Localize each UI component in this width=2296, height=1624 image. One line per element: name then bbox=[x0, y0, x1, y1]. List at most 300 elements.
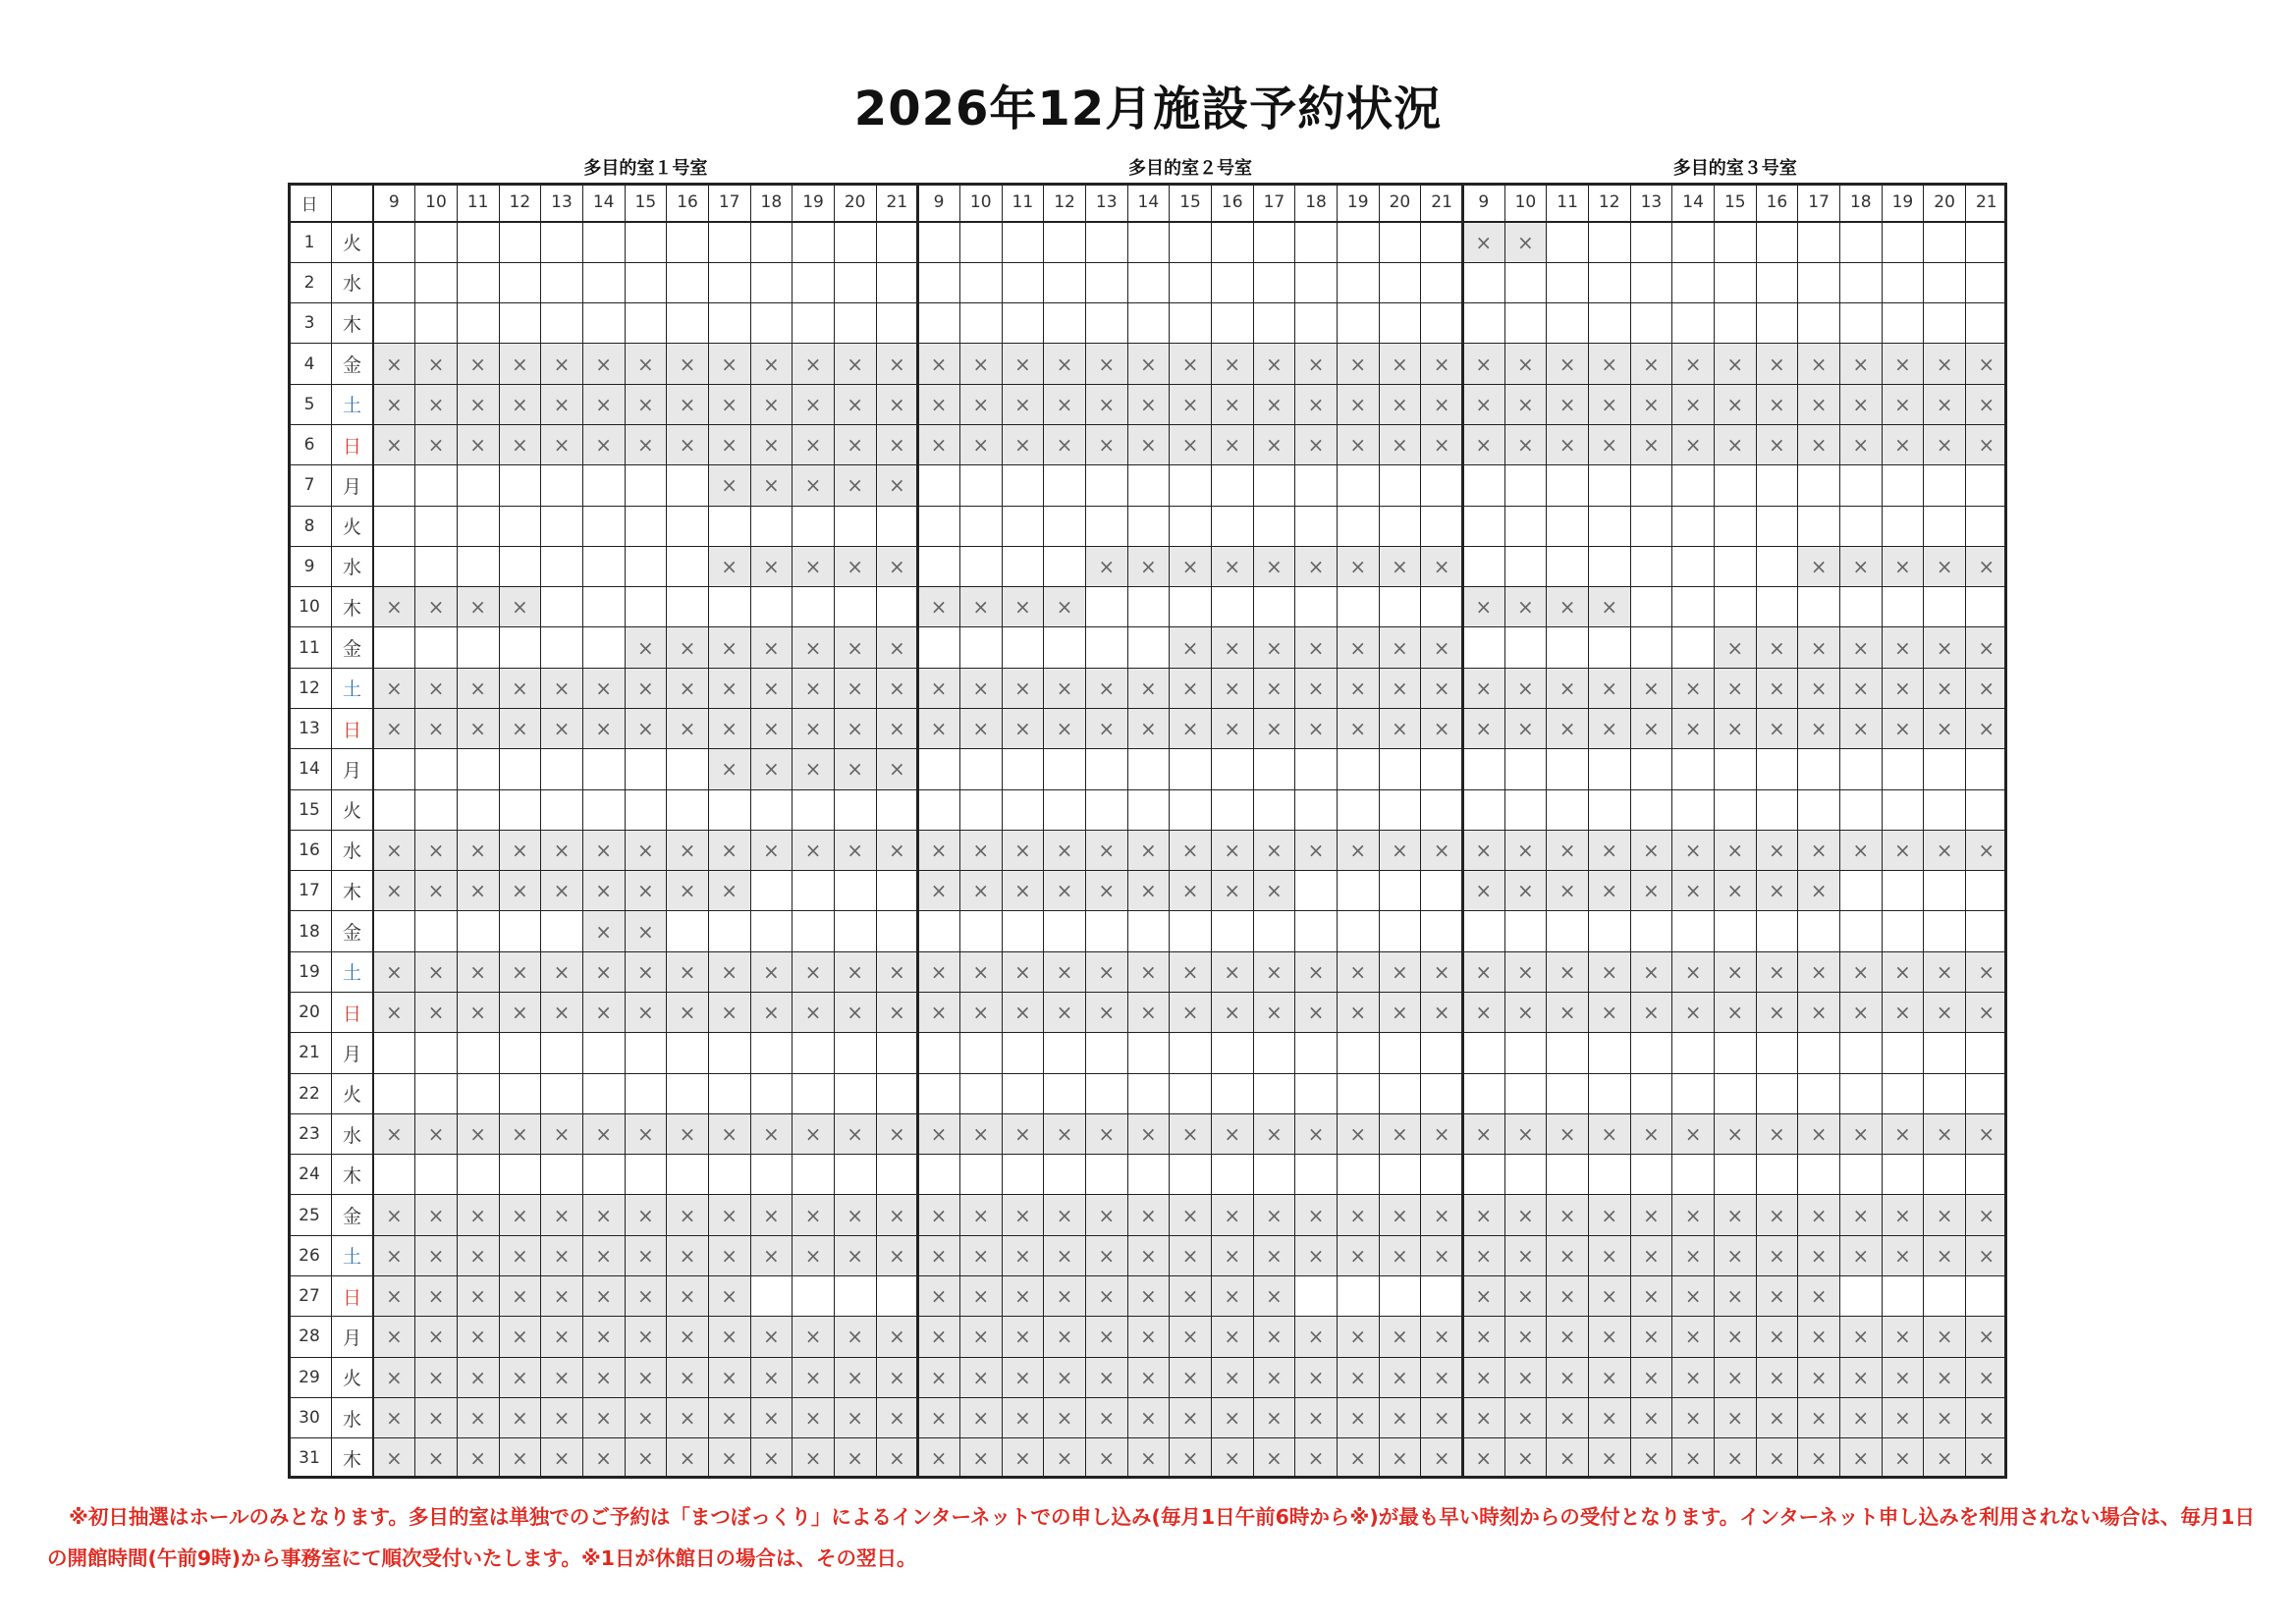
open-slot bbox=[876, 262, 918, 302]
open-slot bbox=[708, 262, 750, 302]
day-of-week: 火 bbox=[342, 1368, 361, 1390]
booked-slot: × bbox=[625, 708, 667, 748]
booked-slot: × bbox=[1798, 708, 1840, 748]
open-slot bbox=[1462, 749, 1504, 789]
day-of-week: 土 bbox=[342, 1246, 361, 1269]
open-slot bbox=[415, 789, 458, 830]
booked-slot: × bbox=[1211, 1438, 1253, 1479]
booked-slot: × bbox=[667, 627, 709, 668]
grid-line bbox=[582, 183, 583, 1479]
booked-slot: × bbox=[1798, 1317, 1840, 1357]
booked-slot: × bbox=[1379, 546, 1421, 586]
booked-slot: × bbox=[1798, 830, 1840, 870]
open-slot bbox=[834, 1073, 876, 1113]
booked-slot: × bbox=[1044, 993, 1086, 1033]
booked-slot: × bbox=[1924, 1397, 1966, 1437]
booked-slot: × bbox=[1085, 1397, 1127, 1437]
booked-slot: × bbox=[1085, 871, 1127, 911]
open-slot bbox=[541, 222, 583, 262]
booked-slot: × bbox=[667, 1113, 709, 1154]
grid-line bbox=[625, 183, 626, 1479]
open-slot bbox=[1295, 1033, 1338, 1073]
booked-slot: × bbox=[1965, 546, 2007, 586]
booked-slot: × bbox=[750, 344, 793, 384]
booked-slot: × bbox=[1379, 951, 1421, 992]
open-slot bbox=[625, 546, 667, 586]
open-slot bbox=[1924, 587, 1966, 627]
booked-slot: × bbox=[1085, 1235, 1127, 1275]
open-slot bbox=[582, 1155, 625, 1195]
booked-slot: × bbox=[1714, 1438, 1756, 1479]
open-slot bbox=[1337, 749, 1379, 789]
open-slot bbox=[1462, 506, 1504, 546]
open-slot bbox=[1882, 789, 1924, 830]
open-slot bbox=[1421, 789, 1463, 830]
booked-slot: × bbox=[1714, 424, 1756, 464]
open-slot bbox=[1253, 1073, 1295, 1113]
booked-slot: × bbox=[1839, 1195, 1882, 1235]
booked-slot: × bbox=[918, 993, 960, 1033]
booked-slot: × bbox=[750, 465, 793, 506]
open-slot bbox=[373, 262, 415, 302]
booked-slot: × bbox=[1462, 344, 1504, 384]
open-slot bbox=[1253, 303, 1295, 344]
open-slot bbox=[625, 1073, 667, 1113]
open-slot bbox=[750, 1276, 793, 1317]
booked-slot: × bbox=[582, 951, 625, 992]
booked-slot: × bbox=[1588, 344, 1630, 384]
booked-slot: × bbox=[1253, 1195, 1295, 1235]
booked-slot: × bbox=[1085, 830, 1127, 870]
open-slot bbox=[541, 749, 583, 789]
grid-line bbox=[288, 183, 2007, 186]
grid-line bbox=[288, 1275, 2007, 1276]
booked-slot: × bbox=[1882, 1397, 1924, 1437]
open-slot bbox=[1630, 749, 1672, 789]
booked-slot: × bbox=[750, 1195, 793, 1235]
open-slot bbox=[1421, 587, 1463, 627]
hour-header-3-11: 11 bbox=[1557, 192, 1578, 212]
open-slot bbox=[415, 506, 458, 546]
booked-slot: × bbox=[1547, 1357, 1589, 1397]
booked-slot: × bbox=[1295, 627, 1338, 668]
room-2-title: 多目的室２号室 bbox=[1128, 158, 1253, 179]
open-slot bbox=[750, 587, 793, 627]
booked-slot: × bbox=[793, 384, 835, 424]
hour-header-2-19: 19 bbox=[1346, 192, 1369, 212]
grid-line bbox=[288, 626, 2007, 627]
booked-slot: × bbox=[667, 871, 709, 911]
booked-slot: × bbox=[1504, 1357, 1547, 1397]
booked-slot: × bbox=[1588, 993, 1630, 1033]
booked-slot: × bbox=[959, 830, 1002, 870]
hour-header-3-20: 20 bbox=[1934, 192, 1955, 212]
booked-slot: × bbox=[625, 1397, 667, 1437]
open-slot bbox=[1588, 262, 1630, 302]
booked-slot: × bbox=[373, 1357, 415, 1397]
booked-slot: × bbox=[1547, 830, 1589, 870]
booked-slot: × bbox=[1924, 546, 1966, 586]
booked-slot: × bbox=[1588, 1276, 1630, 1317]
booked-slot: × bbox=[1337, 951, 1379, 992]
day-number: 23 bbox=[299, 1124, 320, 1145]
open-slot bbox=[1798, 749, 1840, 789]
booked-slot: × bbox=[876, 993, 918, 1033]
open-slot bbox=[373, 465, 415, 506]
open-slot bbox=[918, 303, 960, 344]
booked-slot: × bbox=[1924, 1357, 1966, 1397]
grid-line bbox=[1461, 183, 1464, 1479]
booked-slot: × bbox=[750, 1235, 793, 1275]
booked-slot: × bbox=[1421, 1235, 1463, 1275]
booked-slot: × bbox=[1379, 1317, 1421, 1357]
booked-slot: × bbox=[541, 1317, 583, 1357]
grid-line bbox=[2004, 183, 2007, 1479]
booked-slot: × bbox=[625, 1317, 667, 1357]
open-slot bbox=[708, 1033, 750, 1073]
open-slot bbox=[1672, 749, 1715, 789]
grid-line bbox=[288, 1316, 2007, 1317]
booked-slot: × bbox=[1337, 546, 1379, 586]
grid-line bbox=[1714, 183, 1715, 1479]
open-slot bbox=[1672, 911, 1715, 951]
booked-slot: × bbox=[708, 1235, 750, 1275]
grid-line bbox=[1546, 183, 1547, 1479]
grid-line bbox=[288, 183, 291, 1479]
booked-slot: × bbox=[918, 1438, 960, 1479]
booked-slot: × bbox=[541, 708, 583, 748]
booked-slot: × bbox=[793, 1317, 835, 1357]
booked-slot: × bbox=[1421, 830, 1463, 870]
booked-slot: × bbox=[708, 1397, 750, 1437]
booked-slot: × bbox=[625, 627, 667, 668]
open-slot bbox=[582, 303, 625, 344]
open-slot bbox=[1211, 749, 1253, 789]
booked-slot: × bbox=[1044, 1438, 1086, 1479]
grid-line bbox=[1211, 183, 1212, 1479]
grid-line bbox=[1882, 183, 1883, 1479]
booked-slot: × bbox=[1924, 424, 1966, 464]
booked-slot: × bbox=[1965, 424, 2007, 464]
open-slot bbox=[1379, 262, 1421, 302]
booked-slot: × bbox=[1127, 708, 1170, 748]
booked-slot: × bbox=[1170, 424, 1212, 464]
booked-slot: × bbox=[1839, 830, 1882, 870]
booked-slot: × bbox=[793, 708, 835, 748]
open-slot bbox=[1965, 789, 2007, 830]
booked-slot: × bbox=[1965, 1113, 2007, 1154]
open-slot bbox=[1462, 303, 1504, 344]
day-number: 8 bbox=[303, 515, 315, 536]
open-slot bbox=[582, 627, 625, 668]
day-number: 29 bbox=[299, 1367, 320, 1387]
open-slot bbox=[918, 627, 960, 668]
open-slot bbox=[793, 587, 835, 627]
booked-slot: × bbox=[582, 871, 625, 911]
open-slot bbox=[1588, 546, 1630, 586]
open-slot bbox=[708, 1155, 750, 1195]
booked-slot: × bbox=[876, 384, 918, 424]
open-slot bbox=[834, 506, 876, 546]
open-slot bbox=[415, 749, 458, 789]
booked-slot: × bbox=[1798, 1235, 1840, 1275]
open-slot bbox=[1882, 465, 1924, 506]
open-slot bbox=[1504, 262, 1547, 302]
booked-slot: × bbox=[373, 951, 415, 992]
booked-slot: × bbox=[1127, 546, 1170, 586]
open-slot bbox=[1462, 911, 1504, 951]
open-slot bbox=[667, 1033, 709, 1073]
booked-slot: × bbox=[1379, 708, 1421, 748]
open-slot bbox=[1002, 546, 1044, 586]
booked-slot: × bbox=[1044, 1397, 1086, 1437]
open-slot bbox=[1421, 1155, 1463, 1195]
open-slot bbox=[1337, 465, 1379, 506]
booked-slot: × bbox=[793, 1438, 835, 1479]
booked-slot: × bbox=[1924, 1113, 1966, 1154]
booked-slot: × bbox=[876, 546, 918, 586]
booked-slot: × bbox=[457, 951, 499, 992]
booked-slot: × bbox=[1504, 668, 1547, 708]
booked-slot: × bbox=[793, 1113, 835, 1154]
open-slot bbox=[1924, 749, 1966, 789]
booked-slot: × bbox=[415, 1317, 458, 1357]
open-slot bbox=[1085, 262, 1127, 302]
booked-slot: × bbox=[625, 344, 667, 384]
open-slot bbox=[1756, 222, 1798, 262]
open-slot bbox=[1421, 465, 1463, 506]
open-slot bbox=[1965, 506, 2007, 546]
booked-slot: × bbox=[1547, 424, 1589, 464]
booked-slot: × bbox=[1462, 384, 1504, 424]
booked-slot: × bbox=[1547, 1317, 1589, 1357]
open-slot bbox=[1253, 262, 1295, 302]
booked-slot: × bbox=[708, 465, 750, 506]
booked-slot: × bbox=[1127, 993, 1170, 1033]
open-slot bbox=[1504, 465, 1547, 506]
booked-slot: × bbox=[667, 993, 709, 1033]
booked-slot: × bbox=[959, 1276, 1002, 1317]
open-slot bbox=[1337, 1276, 1379, 1317]
open-slot bbox=[1839, 749, 1882, 789]
day-of-week: 火 bbox=[342, 800, 361, 823]
booked-slot: × bbox=[1756, 830, 1798, 870]
open-slot bbox=[1798, 506, 1840, 546]
booked-slot: × bbox=[499, 668, 541, 708]
open-slot bbox=[1756, 546, 1798, 586]
open-slot bbox=[834, 789, 876, 830]
hour-header-2-13: 13 bbox=[1095, 192, 1118, 212]
booked-slot: × bbox=[1462, 668, 1504, 708]
open-slot bbox=[708, 1073, 750, 1113]
open-slot bbox=[1337, 1033, 1379, 1073]
open-slot bbox=[1085, 303, 1127, 344]
open-slot bbox=[457, 1073, 499, 1113]
day-of-week: 木 bbox=[342, 1164, 361, 1187]
booked-slot: × bbox=[1337, 708, 1379, 748]
open-slot bbox=[1798, 222, 1840, 262]
booked-slot: × bbox=[1504, 1317, 1547, 1357]
room-3-title: 多目的室３号室 bbox=[1672, 158, 1797, 179]
booked-slot: × bbox=[1547, 587, 1589, 627]
open-slot bbox=[834, 222, 876, 262]
grid-line bbox=[288, 910, 2007, 911]
booked-slot: × bbox=[1630, 384, 1672, 424]
open-slot bbox=[793, 1276, 835, 1317]
booked-slot: × bbox=[1672, 1235, 1715, 1275]
open-slot bbox=[750, 262, 793, 302]
open-slot bbox=[1085, 1155, 1127, 1195]
booked-slot: × bbox=[1211, 384, 1253, 424]
booked-slot: × bbox=[1462, 424, 1504, 464]
booked-slot: × bbox=[1924, 1317, 1966, 1357]
booked-slot: × bbox=[1253, 384, 1295, 424]
open-slot bbox=[1588, 627, 1630, 668]
open-slot bbox=[876, 871, 918, 911]
hour-header-1-18: 18 bbox=[760, 192, 783, 212]
booked-slot: × bbox=[1504, 871, 1547, 911]
booked-slot: × bbox=[1379, 344, 1421, 384]
booked-slot: × bbox=[834, 708, 876, 748]
booked-slot: × bbox=[1127, 1276, 1170, 1317]
booked-slot: × bbox=[625, 424, 667, 464]
open-slot bbox=[541, 1155, 583, 1195]
open-slot bbox=[1588, 749, 1630, 789]
open-slot bbox=[1714, 506, 1756, 546]
open-slot bbox=[1547, 262, 1589, 302]
open-slot bbox=[1337, 262, 1379, 302]
open-slot bbox=[1547, 303, 1589, 344]
open-slot bbox=[499, 911, 541, 951]
open-slot bbox=[876, 789, 918, 830]
booked-slot: × bbox=[1756, 871, 1798, 911]
open-slot bbox=[1714, 1033, 1756, 1073]
day-of-week: 月 bbox=[342, 1043, 361, 1065]
open-slot bbox=[708, 911, 750, 951]
booked-slot: × bbox=[1714, 627, 1756, 668]
open-slot bbox=[373, 506, 415, 546]
open-slot bbox=[1462, 1033, 1504, 1073]
booked-slot: × bbox=[1756, 951, 1798, 992]
open-slot bbox=[1630, 465, 1672, 506]
booked-slot: × bbox=[499, 587, 541, 627]
open-slot bbox=[541, 1073, 583, 1113]
open-slot bbox=[959, 749, 1002, 789]
booked-slot: × bbox=[1798, 871, 1840, 911]
booked-slot: × bbox=[793, 1195, 835, 1235]
open-slot bbox=[1337, 1155, 1379, 1195]
open-slot bbox=[499, 465, 541, 506]
booked-slot: × bbox=[1547, 1113, 1589, 1154]
booked-slot: × bbox=[708, 1317, 750, 1357]
booked-slot: × bbox=[1798, 668, 1840, 708]
booked-slot: × bbox=[1839, 1438, 1882, 1479]
open-slot bbox=[876, 1155, 918, 1195]
booked-slot: × bbox=[1085, 424, 1127, 464]
booked-slot: × bbox=[750, 830, 793, 870]
open-slot bbox=[1547, 546, 1589, 586]
open-slot bbox=[667, 546, 709, 586]
booked-slot: × bbox=[1295, 1438, 1338, 1479]
booked-slot: × bbox=[708, 1357, 750, 1397]
open-slot bbox=[750, 303, 793, 344]
booked-slot: × bbox=[834, 424, 876, 464]
open-slot bbox=[1170, 1033, 1212, 1073]
grid-line bbox=[1294, 183, 1295, 1479]
booked-slot: × bbox=[1044, 587, 1086, 627]
open-slot bbox=[1127, 303, 1170, 344]
booked-slot: × bbox=[708, 546, 750, 586]
booked-slot: × bbox=[582, 384, 625, 424]
booked-slot: × bbox=[1756, 1357, 1798, 1397]
open-slot bbox=[582, 587, 625, 627]
booked-slot: × bbox=[1547, 384, 1589, 424]
hour-header-1-11: 11 bbox=[466, 192, 489, 212]
grid-line bbox=[1420, 183, 1421, 1479]
booked-slot: × bbox=[499, 871, 541, 911]
booked-slot: × bbox=[667, 1235, 709, 1275]
booked-slot: × bbox=[750, 384, 793, 424]
booked-slot: × bbox=[708, 344, 750, 384]
open-slot bbox=[1798, 911, 1840, 951]
open-slot bbox=[1714, 749, 1756, 789]
day-of-week: 水 bbox=[342, 557, 361, 579]
booked-slot: × bbox=[1211, 1195, 1253, 1235]
booked-slot: × bbox=[1085, 1276, 1127, 1317]
booked-slot: × bbox=[1295, 1113, 1338, 1154]
booked-slot: × bbox=[625, 830, 667, 870]
open-slot bbox=[1547, 506, 1589, 546]
booked-slot: × bbox=[415, 668, 458, 708]
open-slot bbox=[1170, 911, 1212, 951]
booked-slot: × bbox=[625, 871, 667, 911]
day-of-week: 土 bbox=[342, 962, 361, 985]
booked-slot: × bbox=[625, 1235, 667, 1275]
booked-slot: × bbox=[625, 1113, 667, 1154]
grid-line bbox=[288, 424, 2007, 425]
header-day-label: 日 bbox=[301, 194, 318, 215]
booked-slot: × bbox=[1714, 1235, 1756, 1275]
booked-slot: × bbox=[541, 1276, 583, 1317]
booked-slot: × bbox=[1504, 993, 1547, 1033]
booked-slot: × bbox=[1924, 708, 1966, 748]
open-slot bbox=[793, 262, 835, 302]
booked-slot: × bbox=[1965, 708, 2007, 748]
booked-slot: × bbox=[834, 993, 876, 1033]
booked-slot: × bbox=[415, 384, 458, 424]
booked-slot: × bbox=[582, 911, 625, 951]
open-slot bbox=[625, 1155, 667, 1195]
open-slot bbox=[1882, 1155, 1924, 1195]
open-slot bbox=[1547, 627, 1589, 668]
open-slot bbox=[1421, 303, 1463, 344]
open-slot bbox=[373, 749, 415, 789]
open-slot bbox=[1672, 222, 1715, 262]
booked-slot: × bbox=[1379, 1195, 1421, 1235]
booked-slot: × bbox=[1253, 993, 1295, 1033]
booked-slot: × bbox=[708, 749, 750, 789]
booked-slot: × bbox=[1882, 384, 1924, 424]
booked-slot: × bbox=[918, 587, 960, 627]
open-slot bbox=[1924, 871, 1966, 911]
open-slot bbox=[1253, 1033, 1295, 1073]
open-slot bbox=[541, 1033, 583, 1073]
booked-slot: × bbox=[1085, 668, 1127, 708]
booked-slot: × bbox=[1170, 830, 1212, 870]
booked-slot: × bbox=[918, 871, 960, 911]
booked-slot: × bbox=[1839, 993, 1882, 1033]
open-slot bbox=[1882, 222, 1924, 262]
